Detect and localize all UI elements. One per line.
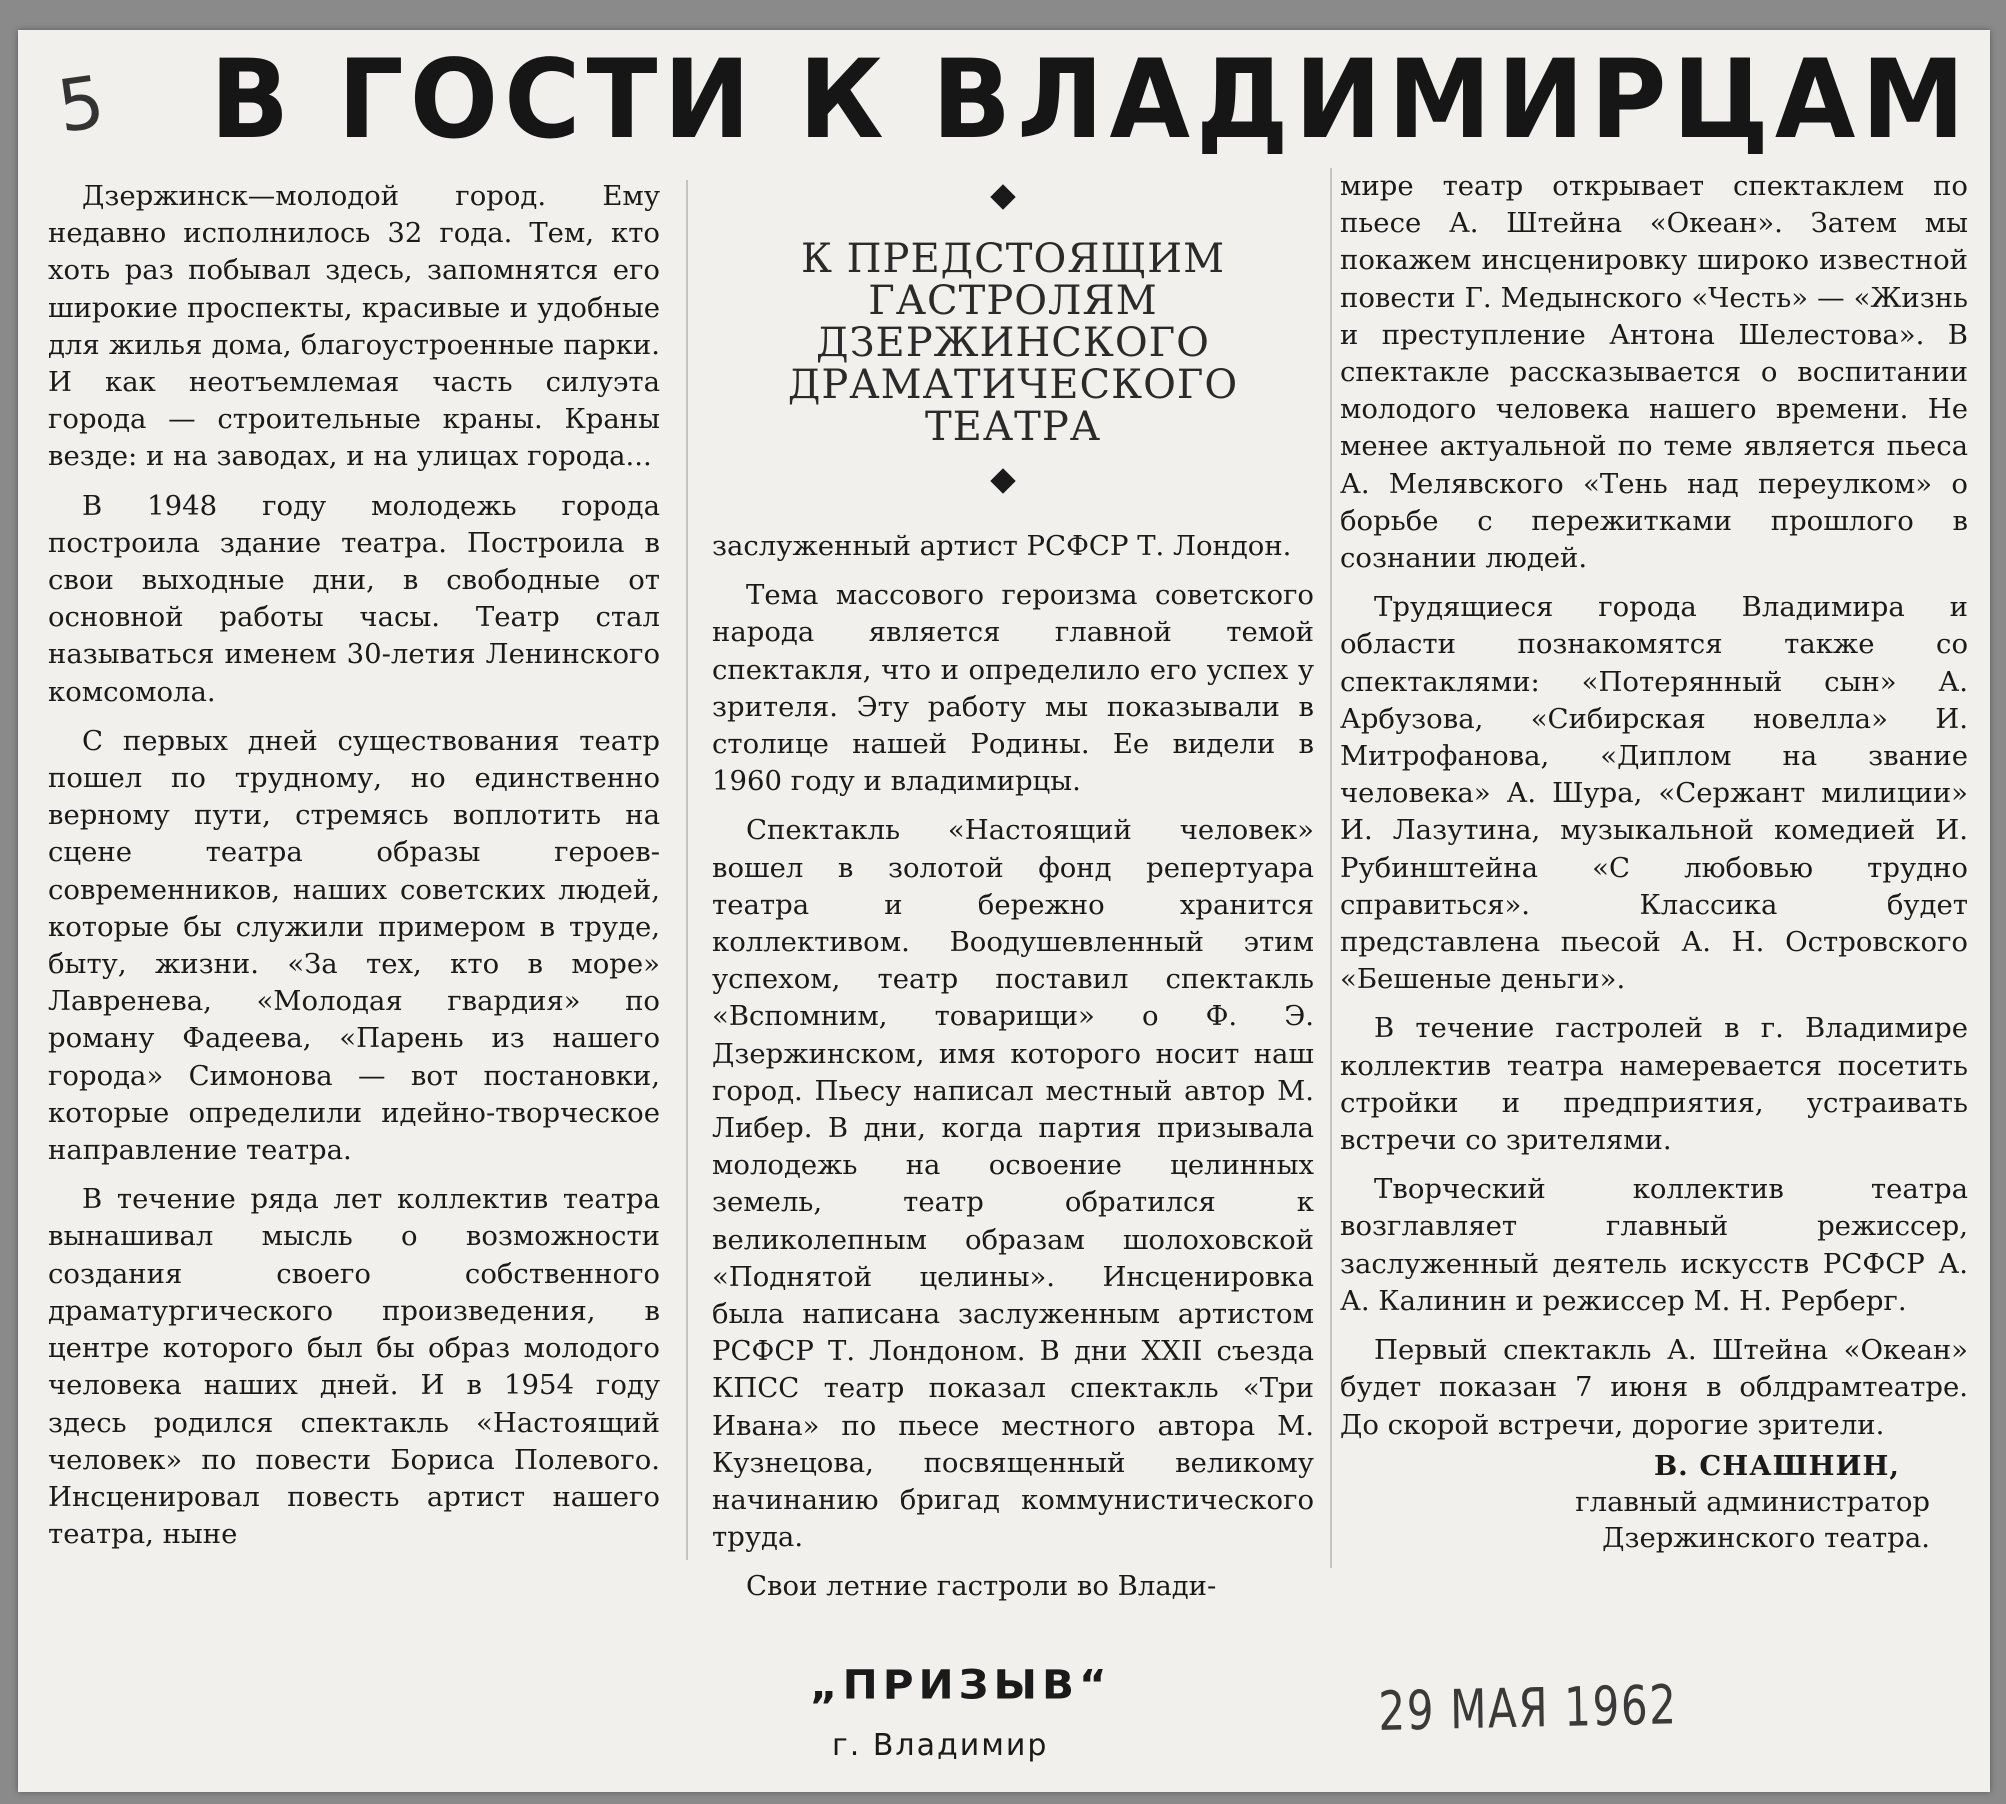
author-title: Дзержинского театра. <box>1602 1522 1930 1554</box>
newspaper-name: „ПРИЗЫВ“ <box>810 1661 1112 1708</box>
paragraph: Первый спектакль А. Штейна «Океан» будет показан 7 июня в облдрамтеатре. До скорой встречи, дорогие зрители. <box>1340 1334 1968 1441</box>
article-column-3 <box>1340 168 1968 1456</box>
author-name: В. СНАШНИН, <box>1653 1450 1900 1482</box>
paragraph: Творческий коллектив театра возглавляет главный режиссер, заслуженный деятель искусств РСФСР А. А. Калинин и режиссер М. Н. Рерберг. <box>1340 1173 1968 1317</box>
paragraph: Тема массового героизма советского народа является главной темой спектакля, что и определило его успех у зрителя. Эту работу мы показывали в столице нашей Родины. Ее видели в 1960 году и владимирцы. <box>712 579 1314 798</box>
paragraph: Спектакль «Настоящий человек» вошел в золотой фонд репертуара театра и бережно хранится коллективом. Воодушевленный этим успехом, театр поставил спектакль «Вспомним, товарищи» о Ф. Э. Дзержинском, имя которого носит наш город. Пьесу написал местный автор М. Либер. В дни, когда партия призывала молодежь на освоение целинных земель, театр обратился к великолепным образам шолоховской «Поднятой целины». Инсценировка была написана заслуженным артистом РСФСР Т. Лондоном. В дни XXII съезда КПСС театр показал спектакль «Три Ивана» по пьесе местного автора М. Кузнецова, посвященный великому начинанию бригад коммунистического труда. <box>712 814 1314 1554</box>
paragraph: Свои летние гастроли во Влади- <box>746 1570 1217 1603</box>
author-signature <box>1340 1448 1960 1556</box>
paragraph: Дзержинск—молодой город. Ему недавно исполнилось 32 года. Тем, кто хоть раз побывал здесь, запомнятся его широкие проспекты, красивые и удобные для жилья дома, благоустроенные парки. И как неотъемлемая часть силуэта города — строительные краны. Краны везде: и на заводах, и на улицах города... <box>48 180 660 473</box>
paragraph: Трудящиеся города Владимира и области познакомятся также со спектаклями: «Потерянный сын» А. Арбузова, «Сибирская новелла» И. Митрофанова, «Диплом на звание человека» А. Шура, «Сержант милиции» И. Лазутина, музыкальной комедией И. Рубинштейна «С любовью трудно справиться». Классика будет представлена пьесой А. Н. Островского «Бешеные деньги». <box>1340 591 1968 996</box>
author-title: главный администратор <box>1575 1486 1930 1518</box>
subheading-line: ДЗЕРЖИНСКОГО <box>816 320 1210 366</box>
paragraph: В 1948 году молодежь города построила здание театра. Построила в свои выходные дни, в свободные от основной работы часы. Театр стал называться именем 30-летия Ленинского комсомола. <box>48 489 660 708</box>
paragraph: мире театр открывает спектаклем по пьесе А. Штейна «Океан». Затем мы покажем инсценировку широко известной повести Г. Медынского «Честь» — «Жизнь и преступление Антона Шелестова». В спектакле рассказывается о воспитании молодого человека нашего времени. Не менее актуальной по теме является пьеса А. Мелявского «Тень над переулком» о борьбе с пережитками прошлого в сознании людей. <box>1340 170 1968 575</box>
subheading-line: ДРАМАТИЧЕСКОГО <box>787 362 1239 408</box>
paragraph: В течение гастролей в г. Владимире коллектив театра намеревается посетить стройки и предприятия, устраивать встречи со зрителями. <box>1340 1012 1968 1157</box>
page-number: 5 <box>52 59 110 149</box>
newspaper-city: г. Владимир <box>832 1728 1049 1763</box>
headline: В ГОСТИ К ВЛАДИМИРЦАМ <box>210 34 1971 164</box>
column-divider <box>686 180 688 1560</box>
subheading <box>712 238 1314 448</box>
subheading-line: ГАСТРОЛЯМ <box>868 278 1158 324</box>
paragraph: С первых дней существования театр пошел по трудному, но единственно верному пути, стремясь воплотить на сцене театра образы героев-современников, наших советских людей, которые бы служили примером в труде, быту, жизни. «За тех, кто в море» Лавренева, «Молодая гвардия» по роману Фадеева, «Парень из нашего города» Симонова — вот постановки, которые определили идейно-творческое направление театра. <box>48 724 660 1167</box>
date-stamp: 29 МАЯ 1962 <box>1378 1673 1678 1743</box>
article-column-2 <box>712 528 1314 1618</box>
column-divider <box>1330 168 1332 1568</box>
subheading-line: К ПРЕДСТОЯЩИМ <box>800 236 1226 282</box>
article-column-1 <box>48 178 660 1565</box>
paragraph: В течение ряда лет коллектив театра вынашивал мысль о возможности создания своего собственного драматургического произведения, в центре которого был бы образ молодого человека наших дней. И в 1954 году здесь родился спектакль «Настоящий человек» по повести Бориса Полевого. Инсценировал повесть артист нашего театра, ныне <box>48 1183 660 1551</box>
paragraph: заслуженный артист РСФСР Т. Лондон. <box>712 530 1292 562</box>
subheading-line: ТЕАТРА <box>924 404 1102 450</box>
